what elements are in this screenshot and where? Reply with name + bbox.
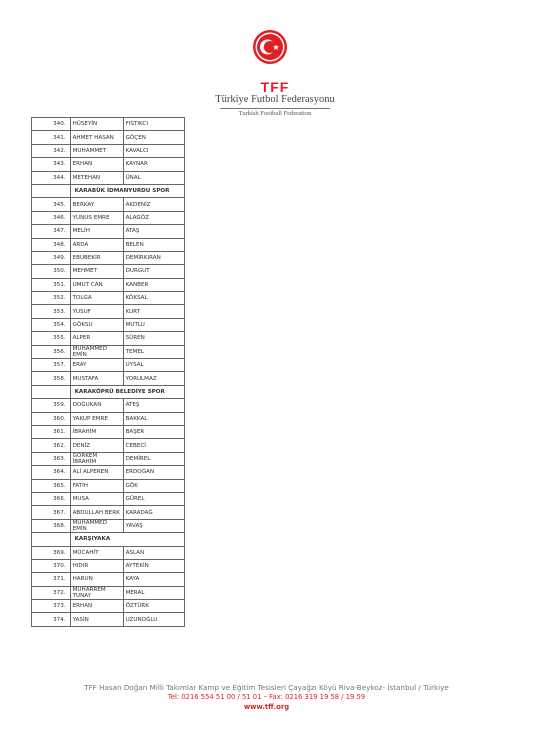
- player-last-name: ERDOĞAN: [123, 466, 184, 479]
- player-first-name: EBUBEKİR: [70, 251, 123, 264]
- player-row: [32, 546, 185, 559]
- player-number: 342.: [32, 144, 71, 157]
- player-number: 358.: [32, 372, 71, 385]
- player-last-name: UYSAL: [123, 359, 184, 372]
- player-number: 362.: [32, 439, 71, 452]
- player-first-name: UMUT CAN: [70, 278, 123, 291]
- footer-phone: Tel: 0216 554 51 00 / 51 01 – Fax: 0216 319 19 58 / 19 59: [167, 693, 366, 701]
- footer-address: TFF Hasan Doğan Milli Takımlar Kamp ve Eğitim Tesisleri Çayağzı Köyü Riva-Beykoz- İstanbul / Türkiye: [84, 683, 449, 692]
- player-last-name: GÖÇEN: [123, 131, 184, 144]
- player-first-name: MUSTAFA: [70, 372, 123, 385]
- player-last-name: BELEN: [123, 238, 184, 251]
- player-row: [32, 305, 185, 318]
- player-number: 356.: [32, 345, 71, 358]
- player-first-name: HARUN: [70, 573, 123, 586]
- player-first-name: GÖKSU: [70, 318, 123, 331]
- club-number-cell: [32, 184, 71, 197]
- player-number: 341.: [32, 131, 71, 144]
- player-number: 353.: [32, 305, 71, 318]
- player-last-name: YAVAŞ: [123, 519, 184, 532]
- player-row: [32, 158, 185, 171]
- player-row: [32, 399, 185, 412]
- player-number: 365.: [32, 479, 71, 492]
- player-row: [32, 211, 185, 224]
- player-first-name: METEHAN: [70, 171, 123, 184]
- player-last-name: ÖZTÜRK: [123, 600, 184, 613]
- player-number: 346.: [32, 211, 71, 224]
- club-name: KARAKÖPRÜ BELEDİYE SPOR: [70, 385, 184, 398]
- player-last-name: ÜNAL: [123, 171, 184, 184]
- player-row: [32, 332, 185, 345]
- player-row: [32, 318, 185, 331]
- player-first-name: ALİ ALPEREN: [70, 466, 123, 479]
- club-header-row: [32, 533, 185, 546]
- player-first-name: DENİZ: [70, 439, 123, 452]
- player-first-name: HÜSEYİN: [70, 118, 123, 131]
- player-first-name: YASİN: [70, 613, 123, 626]
- player-number: 343.: [32, 158, 71, 171]
- player-first-name: GÖRKEM İBRAHİM: [70, 452, 123, 465]
- player-number: 374.: [32, 613, 71, 626]
- player-last-name: KÖKSAL: [123, 292, 184, 305]
- player-row: [32, 171, 185, 184]
- club-number-cell: [32, 385, 71, 398]
- player-last-name: DEMİREL: [123, 452, 184, 465]
- player-row: [32, 466, 185, 479]
- player-number: 352.: [32, 292, 71, 305]
- player-first-name: MUHAMMED EMİN: [70, 345, 123, 358]
- tff-crest-icon: [252, 29, 288, 65]
- player-first-name: TOLGA: [70, 292, 123, 305]
- player-list-body: [32, 118, 185, 627]
- player-last-name: YORULMAZ: [123, 372, 184, 385]
- player-last-name: KAYA: [123, 573, 184, 586]
- federation-name-en: Turkish Football Federation: [238, 110, 312, 117]
- player-first-name: MUHAMMED EMİN: [70, 519, 123, 532]
- player-row: [32, 225, 185, 238]
- player-row: [32, 573, 185, 586]
- player-row: [32, 278, 185, 291]
- player-row: [32, 265, 185, 278]
- player-row: [32, 452, 185, 465]
- header-divider: [220, 108, 330, 109]
- player-row: [32, 359, 185, 372]
- player-row: [32, 238, 185, 251]
- player-number: 364.: [32, 466, 71, 479]
- player-row: [32, 479, 185, 492]
- player-row: [32, 613, 185, 626]
- player-row: [32, 144, 185, 157]
- player-last-name: AKDENİZ: [123, 198, 184, 211]
- player-number: 371.: [32, 573, 71, 586]
- player-row: [32, 492, 185, 505]
- player-first-name: MUSA: [70, 492, 123, 505]
- player-last-name: MUTLU: [123, 318, 184, 331]
- club-header-row: [32, 385, 185, 398]
- player-first-name: FATİH: [70, 479, 123, 492]
- player-first-name: MEHMET: [70, 265, 123, 278]
- player-row: [32, 372, 185, 385]
- player-list-table: [31, 117, 185, 627]
- player-last-name: BAŞER: [123, 425, 184, 438]
- player-first-name: BERKAY: [70, 198, 123, 211]
- player-first-name: YUSUF: [70, 305, 123, 318]
- player-last-name: ATEŞ: [123, 399, 184, 412]
- player-number: 354.: [32, 318, 71, 331]
- player-first-name: DOĞUKAN: [70, 399, 123, 412]
- player-number: 370.: [32, 559, 71, 572]
- club-name: KARŞIYAKA: [70, 533, 184, 546]
- player-first-name: MELİH: [70, 225, 123, 238]
- player-first-name: ALPER: [70, 332, 123, 345]
- club-header-row: [32, 184, 185, 197]
- player-row: [32, 559, 185, 572]
- player-number: 367.: [32, 506, 71, 519]
- player-last-name: ASLAN: [123, 546, 184, 559]
- player-last-name: AYTEKİN: [123, 559, 184, 572]
- club-number-cell: [32, 533, 71, 546]
- player-number: 361.: [32, 425, 71, 438]
- player-last-name: ATAŞ: [123, 225, 184, 238]
- player-first-name: AHMET HASAN: [70, 131, 123, 144]
- player-row: [32, 586, 185, 599]
- player-row: [32, 425, 185, 438]
- player-row: [32, 412, 185, 425]
- player-row: [32, 118, 185, 131]
- player-row: [32, 131, 185, 144]
- player-number: 351.: [32, 278, 71, 291]
- player-number: 372.: [32, 586, 71, 599]
- player-last-name: GÖK: [123, 479, 184, 492]
- player-number: 360.: [32, 412, 71, 425]
- player-first-name: ABDULLAH BERK: [70, 506, 123, 519]
- player-row: [32, 439, 185, 452]
- player-first-name: MUHARREM TUNAY: [70, 586, 123, 599]
- player-last-name: MERAL: [123, 586, 184, 599]
- player-number: 359.: [32, 399, 71, 412]
- player-number: 355.: [32, 332, 71, 345]
- letterhead: [0, 0, 533, 125]
- player-number: 357.: [32, 359, 71, 372]
- federation-name-tr: Türkiye Futbol Federasyonu: [215, 94, 335, 105]
- player-first-name: ERAY: [70, 359, 123, 372]
- player-last-name: CEBECİ: [123, 439, 184, 452]
- player-last-name: KAYNAR: [123, 158, 184, 171]
- player-row: [32, 345, 185, 358]
- player-last-name: FISTIKCI: [123, 118, 184, 131]
- player-number: 347.: [32, 225, 71, 238]
- player-last-name: TEMEL: [123, 345, 184, 358]
- player-last-name: ALAGÖZ: [123, 211, 184, 224]
- player-first-name: İBRAHİM: [70, 425, 123, 438]
- player-number: 348.: [32, 238, 71, 251]
- player-first-name: ARDA: [70, 238, 123, 251]
- player-last-name: KARADAĞ: [123, 506, 184, 519]
- player-last-name: UZUNOĞLU: [123, 613, 184, 626]
- player-first-name: ERHAN: [70, 600, 123, 613]
- club-name: KARABÜK İDMANYURDU SPOR: [70, 184, 184, 197]
- player-last-name: BAKKAL: [123, 412, 184, 425]
- player-number: 350.: [32, 265, 71, 278]
- player-last-name: SÜREN: [123, 332, 184, 345]
- player-number: 345.: [32, 198, 71, 211]
- player-number: 349.: [32, 251, 71, 264]
- player-last-name: KAVALCI: [123, 144, 184, 157]
- player-number: 368.: [32, 519, 71, 532]
- brand-name: TFF: [260, 79, 290, 95]
- player-row: [32, 519, 185, 532]
- player-number: 344.: [32, 171, 71, 184]
- player-last-name: DURGUT: [123, 265, 184, 278]
- player-last-name: KANBER: [123, 278, 184, 291]
- player-first-name: MÜCAHİT: [70, 546, 123, 559]
- player-last-name: GÜREL: [123, 492, 184, 505]
- player-row: [32, 292, 185, 305]
- player-row: [32, 506, 185, 519]
- player-number: 369.: [32, 546, 71, 559]
- player-first-name: YAKUP EMRE: [70, 412, 123, 425]
- player-first-name: HIDIR: [70, 559, 123, 572]
- player-last-name: DEMİRKIRAN: [123, 251, 184, 264]
- player-first-name: MUHAMMET: [70, 144, 123, 157]
- player-number: 340.: [32, 118, 71, 131]
- player-number: 363.: [32, 452, 71, 465]
- player-first-name: YUNUS EMRE: [70, 211, 123, 224]
- player-number: 366.: [32, 492, 71, 505]
- footer-website[interactable]: www.tff.org: [243, 703, 290, 711]
- player-first-name: ERHAN: [70, 158, 123, 171]
- player-last-name: KURT: [123, 305, 184, 318]
- player-row: [32, 198, 185, 211]
- player-row: [32, 600, 185, 613]
- player-number: 373.: [32, 600, 71, 613]
- player-row: [32, 251, 185, 264]
